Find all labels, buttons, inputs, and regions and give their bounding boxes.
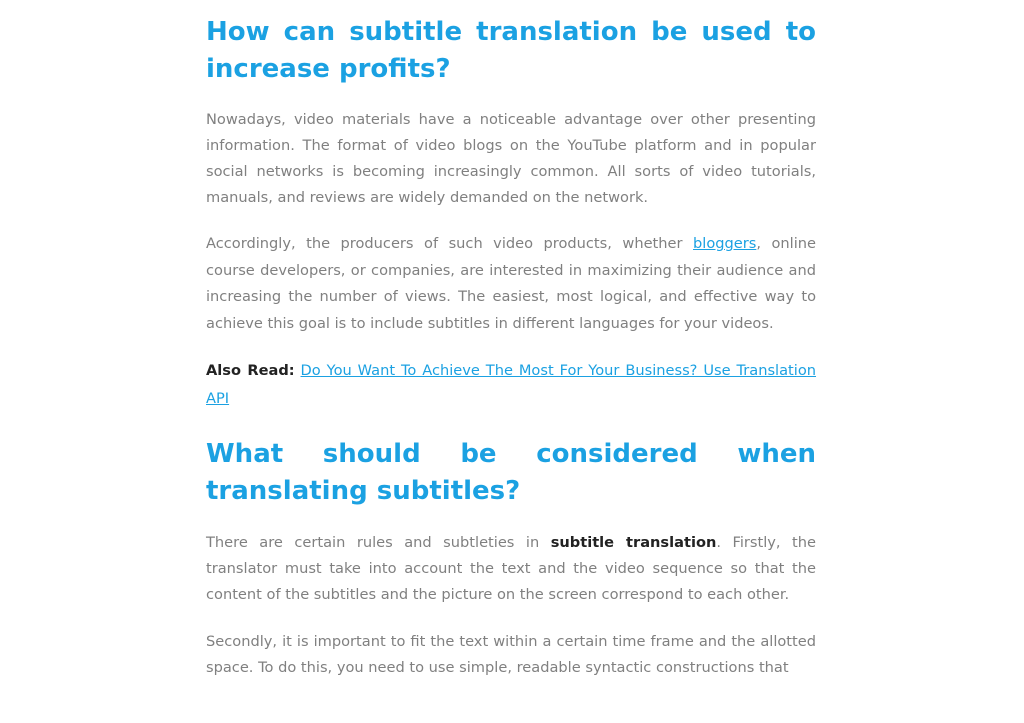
paragraph-video-materials: Nowadays, video materials have a noticeable advantage over other presenting information. The format of video blogs on the YouTube platform and in popular social networks is becoming increasingly common. All sorts of video tutorials, manuals, and reviews are widely demanded on the network. [206,111,816,206]
bloggers-link[interactable]: bloggers [693,235,757,252]
paragraph-rules [206,530,816,608]
paragraph-producers-text-end: , online course developers, or companies, are interested in maximizing their audience and increasing the number of views. The easiest, most logical, and effective way to achieve this goal is to include subtitles in different languages for your videos. [206,235,817,332]
also-read-block [206,357,816,413]
subtitle-translation-bold: subtitle translation [550,534,717,551]
paragraph-rules-text-start: There are certain rules and subtleties in [206,534,551,551]
section-heading-profits: How can subtitle translation be used to increase profits? [206,17,816,84]
also-read-link[interactable]: Do You Want To Achieve The Most For Your Business? Use Translation API [206,362,817,407]
paragraph-rules-text-end: . Firstly, the translator must take into account the text and the video sequence so that the content of the subtitles and the picture on the screen correspond to each other. [206,534,816,603]
article-body [206,14,816,681]
section-heading-considerations: What should be considered when translating subtitles? [206,439,816,506]
paragraph-time-frame: Secondly, it is important to fit the text within a certain time frame and the allotted space. To do this, you need to use simple, readable syntactic constructions that [206,633,816,676]
paragraph-producers-text-start: Accordingly, the producers of such video products, whether [206,235,693,252]
also-read-label: Also Read: [206,362,295,379]
paragraph-producers [206,231,816,337]
